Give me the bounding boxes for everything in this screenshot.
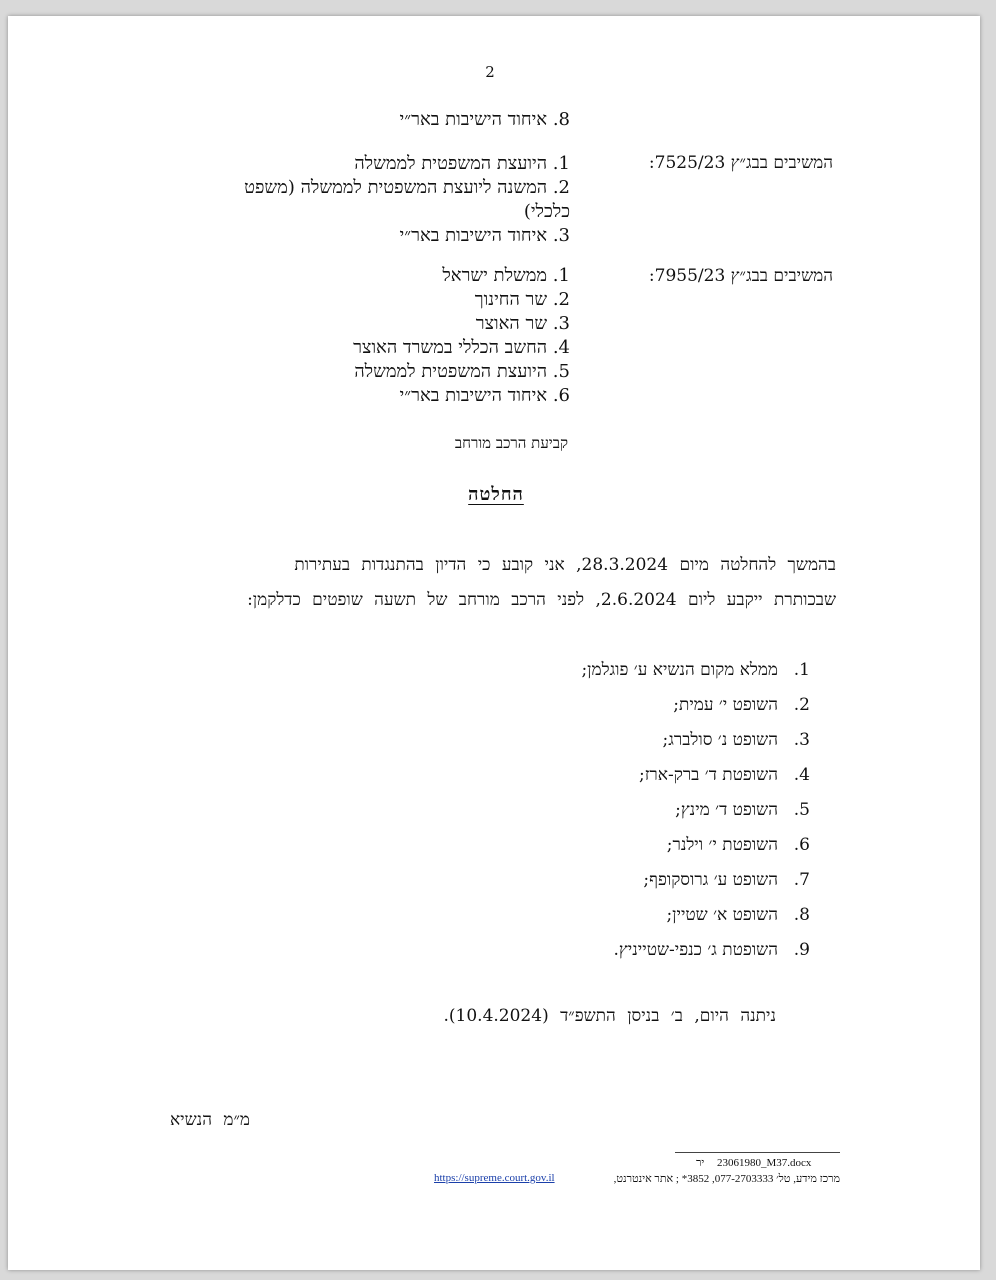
judge-item [581,905,810,940]
judge-number: 2. [793,695,810,715]
list-item: 1. היועצת המשפטית לממשלה [354,153,570,174]
judge-item [581,870,810,905]
given-date-line: ניתנה היום, ב׳ בניסן התשפ״ד (10.4.2024). [443,1006,776,1026]
judge-name: השופט נ׳ סולברג; [662,730,778,750]
judge-item [581,765,810,800]
judge-name: השופטת י׳ וילנר; [666,835,778,855]
signature: מ״מ הנשיא [169,1110,250,1130]
judge-name: השופטת ד׳ ברק-ארז; [638,765,778,785]
list-item: כלכלי) [523,201,570,222]
list-item: 6. איחוד הישיבות באר״י [399,385,570,406]
judge-name: השופטת ג׳ כנפי-שטייניץ. [613,940,778,960]
page-number: 2 [485,63,495,81]
list-item: 2. שר החינוך [474,289,570,310]
judge-item [581,940,810,975]
footer-initials: יר [696,1157,705,1169]
decision-title: החלטה [468,484,524,505]
footer-divider [675,1152,840,1153]
footer-file: 23061980_M37.docx [717,1157,812,1169]
judge-name: השופט א׳ שטיין; [666,905,778,925]
judge-number: 5. [793,800,810,820]
judge-number: 8. [793,905,810,925]
respondents-label-7955: המשיבים בבג״ץ 7955/23: [648,266,833,286]
subject-line: קביעת הרכב מורחב [454,434,568,452]
list-item: 4. החשב הכללי במשרד האוצר [353,337,570,358]
judge-name: ממלא מקום הנשיא ע׳ פוגלמן; [581,660,778,680]
judge-item [581,695,810,730]
judge-name: השופט ע׳ גרוסקופף; [643,870,778,890]
list-item: 8. איחוד הישיבות באר״י [399,109,570,130]
judge-item [581,660,810,695]
judge-number: 7. [793,870,810,890]
judge-item [581,835,810,870]
decision-paragraph-line-2: שבכותרת ייקבע ליום 2.6.2024, לפני הרכב מורחב של תשעה שופטים כדלקמן: [247,590,836,610]
list-item: 5. היועצת המשפטית לממשלה [354,361,570,382]
judge-number: 4. [793,765,810,785]
list-item: 2. המשנה ליועצת המשפטית לממשלה (משפט [244,177,570,198]
list-item: 3. שר האוצר [475,313,570,334]
decision-paragraph-line-1: בהמשך להחלטה מיום 28.3.2024, אני קובע כי הדיון בהתנגדות בעתירות [294,555,836,575]
judge-item [581,800,810,835]
court-website-link[interactable]: https://supreme.court.gov.il [434,1172,555,1184]
judge-name: השופט ד׳ מינץ; [675,800,778,820]
list-item: 1. ממשלת ישראל [442,265,570,286]
judge-number: 9. [793,940,810,960]
judge-number: 1. [793,660,810,680]
footer-contact: מרכז מידע, טל׳ 077-2703333, 3852* ; אתר אינטרנט, [613,1173,840,1185]
document-page [8,16,980,1270]
judges-list [581,660,810,975]
title-wrapper [0,484,992,505]
judge-number: 3. [793,730,810,750]
judge-name: השופט י׳ עמית; [673,695,778,715]
list-item: 3. איחוד הישיבות באר״י [399,225,570,246]
judge-number: 6. [793,835,810,855]
judge-item [581,730,810,765]
respondents-label-7525: המשיבים בבג״ץ 7525/23: [648,153,833,173]
